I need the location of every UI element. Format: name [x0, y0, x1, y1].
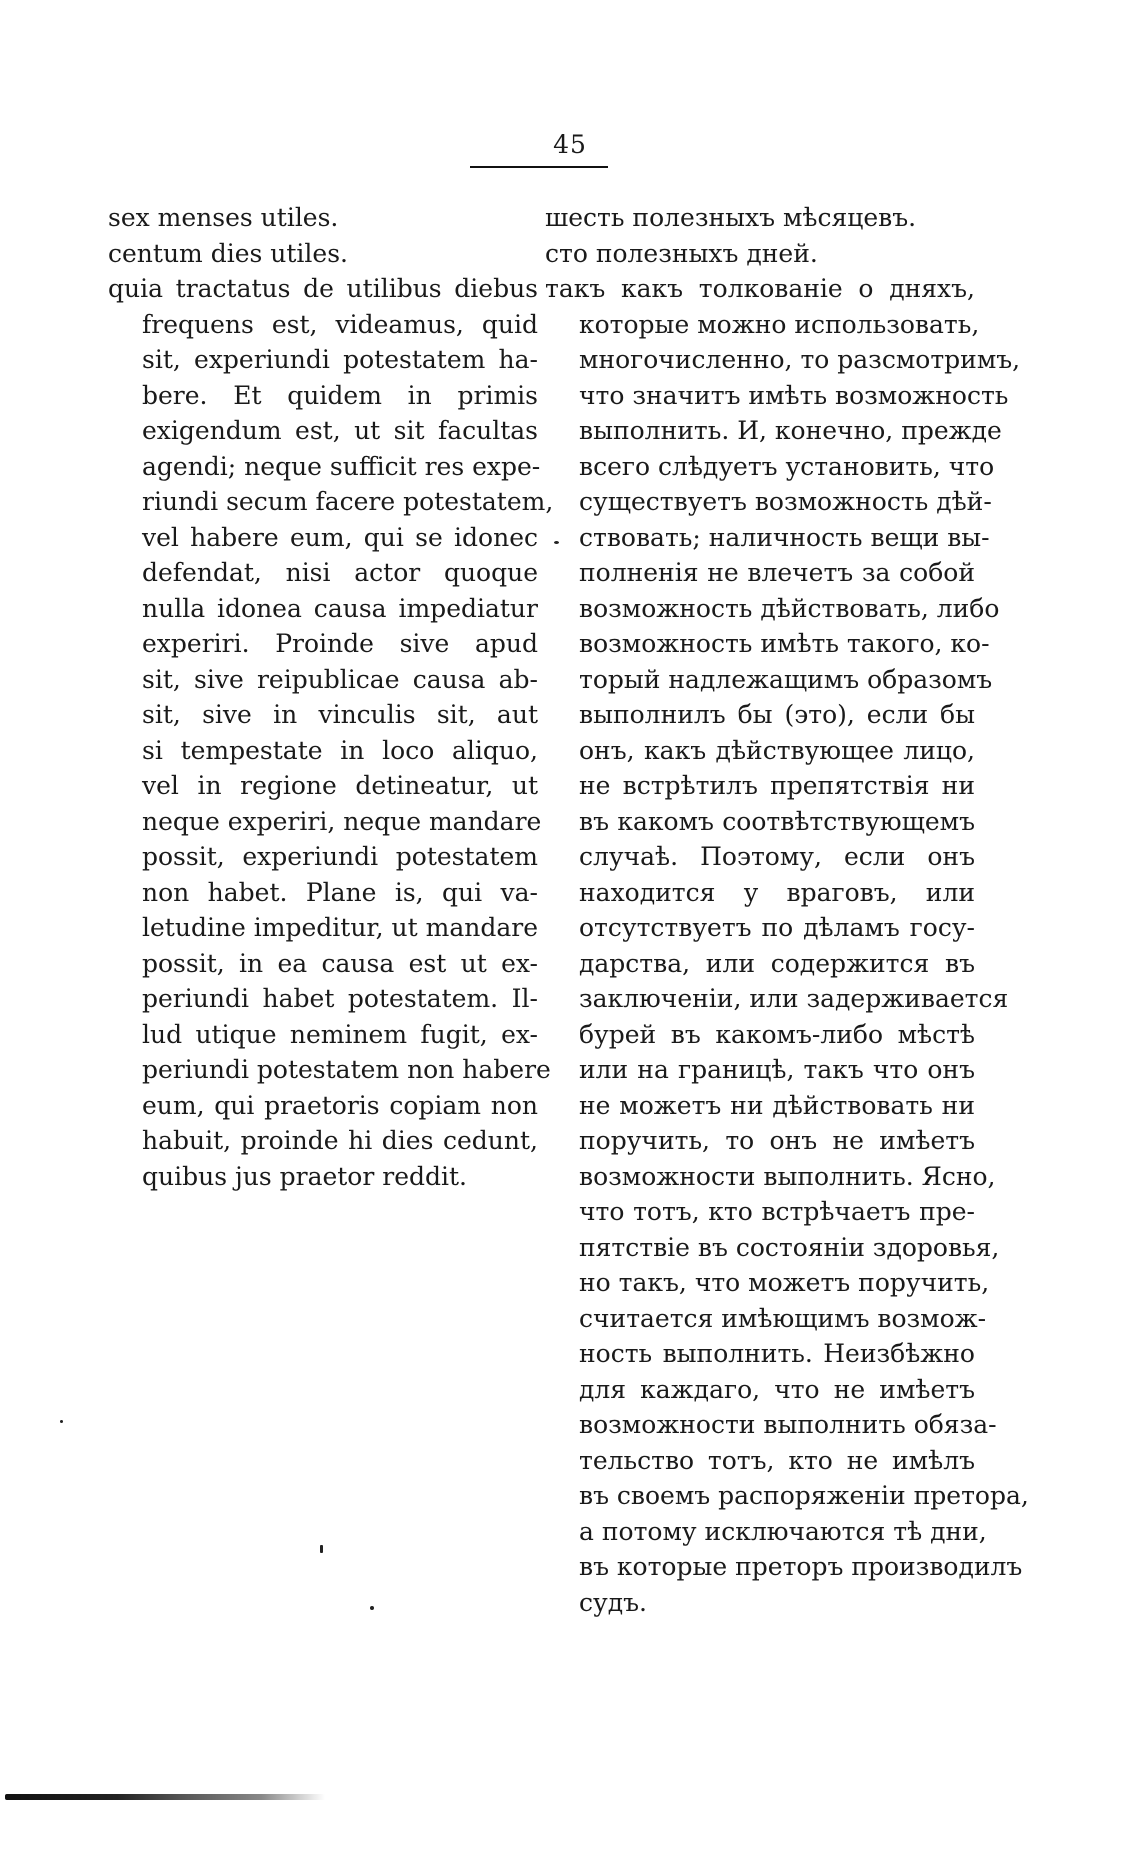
latin-line: periundi habet potestatem. Il- [142, 984, 538, 1013]
russian-line: выполнить. И, конечно, прежде [579, 416, 1002, 445]
latin-line: neque experiri, neque mandare [142, 806, 542, 836]
russian-line: находится у враговъ, или [579, 877, 975, 907]
russian-line: такъ какъ толкованіе о дняхъ, [545, 274, 975, 303]
russian-line: выполнилъ бы (это), если бы [579, 700, 975, 729]
russian-line: существуетъ возможность дѣй- [579, 487, 992, 516]
russian-line: отсутствуетъ по дѣламъ госу- [579, 913, 975, 942]
russian-line: считается имѣющимъ возмож- [579, 1303, 987, 1333]
russian-line: или на границѣ, такъ что онъ [579, 1055, 975, 1084]
russian-line: возможности выполнить. Ясно, [579, 1161, 996, 1191]
russian-line: что значитъ имѣть возможность [579, 380, 1009, 410]
russian-line: въ своемъ распоряженіи претора, [579, 1481, 1029, 1510]
latin-line: habuit, proinde hi dies cedunt, [142, 1126, 538, 1155]
russian-line: которые можно использовать, [579, 309, 980, 339]
latin-line: defendat, nisi actor quoque [142, 558, 538, 587]
russian-line: въ какомъ соотвѣтствующемъ [579, 806, 975, 836]
russian-line: что тотъ, кто встрѣчаетъ пре- [579, 1197, 975, 1226]
scan-smudge [5, 1794, 325, 1800]
latin-line: riundi secum facere potestatem, [142, 487, 554, 516]
latin-line: bere. Et quidem in primis [142, 380, 538, 410]
latin-line: sex menses utiles. [108, 203, 339, 232]
latin-line: possit, in ea causa est ut ex- [142, 948, 538, 978]
latin-line: quia tractatus de utilibus diebus [108, 274, 538, 303]
russian-line: для каждаго, что не имѣетъ [579, 1374, 975, 1404]
russian-line: возможности выполнить обяза- [579, 1410, 997, 1439]
latin-line: si tempestate in loco aliquo, [142, 735, 538, 765]
latin-line: possit, experiundi potestatem [142, 842, 538, 871]
latin-line: sit, sive reipublicae causa ab- [142, 664, 538, 694]
latin-line: vel in regione detineatur, ut [142, 771, 538, 800]
russian-line: судъ. [579, 1587, 647, 1617]
latin-line: lud utique neminem fugit, ex- [142, 1019, 538, 1049]
scan-speck [370, 1606, 374, 1610]
latin-line: sit, sive in vinculis sit, aut [142, 700, 538, 729]
russian-line: возможность дѣйствовать, либо [579, 593, 1000, 623]
header-rule [470, 166, 608, 168]
latin-column [108, 200, 554, 1194]
latin-line: nulla idonea causa impediatur [142, 593, 538, 623]
latin-line: eum, qui praetoris copiam non [142, 1090, 538, 1120]
scan-speck [554, 541, 559, 544]
russian-column [545, 200, 1029, 1620]
russian-line: пятствіе въ состояніи здоровья, [579, 1232, 1000, 1262]
latin-line: sit, experiundi potestatem ha- [142, 345, 538, 374]
latin-line: centum dies utiles. [108, 238, 348, 268]
scan-speck [60, 1420, 63, 1423]
latin-line: frequens est, videamus, quid [142, 309, 538, 339]
russian-line: не можетъ ни дѣйствовать ни [579, 1090, 975, 1120]
latin-line: agendi; neque sufficit res expe- [142, 451, 541, 481]
russian-line: дарства, или содержится въ [579, 948, 975, 978]
latin-line: quibus jus praetor reddit. [142, 1161, 467, 1191]
latin-line: non habet. Plane is, qui va- [142, 877, 538, 907]
russian-line: а потому исключаются тѣ дни, [579, 1516, 987, 1546]
russian-line: поручить, то онъ не имѣетъ [579, 1126, 975, 1155]
russian-line: возможность имѣть такого, ко- [579, 629, 990, 658]
latin-line: letudine impeditur, ut mandare [142, 913, 538, 942]
latin-line: experiri. Proinde sive apud [142, 629, 538, 658]
russian-line: но такъ, что можетъ поручить, [579, 1268, 990, 1297]
page-number: 45 [553, 130, 587, 159]
scan-speck [320, 1545, 323, 1553]
russian-line: сто полезныхъ дней. [545, 238, 818, 268]
russian-line: бурей въ какомъ-либо мѣстѣ [579, 1019, 975, 1049]
russian-line: случаѣ. Поэтому, если онъ [579, 842, 975, 871]
russian-line: многочисленно, то разсмотримъ, [579, 345, 1021, 374]
latin-line: exigendum est, ut sit facultas [142, 416, 538, 445]
russian-line: всего слѣдуетъ установить, что [579, 451, 995, 481]
russian-line: въ которые преторъ производилъ [579, 1552, 1023, 1581]
russian-line: ность выполнить. Неизбѣжно [579, 1339, 975, 1368]
latin-line: periundi potestatem non habere [142, 1055, 551, 1084]
russian-line: не встрѣтилъ препятствія ни [579, 771, 975, 800]
russian-line: тельство тотъ, кто не имѣлъ [579, 1445, 975, 1475]
russian-line: онъ, какъ дѣйствующее лицо, [579, 735, 975, 765]
russian-line: полненія не влечетъ за собой [579, 558, 975, 587]
russian-line: торый надлежащимъ образомъ [579, 664, 993, 694]
russian-line: заключеніи, или задерживается [579, 984, 1009, 1013]
russian-line: ствовать; наличность вещи вы- [579, 522, 990, 552]
russian-line: шесть полезныхъ мѣсяцевъ. [545, 203, 917, 232]
latin-line: vel habere eum, qui se idonec [142, 522, 538, 552]
